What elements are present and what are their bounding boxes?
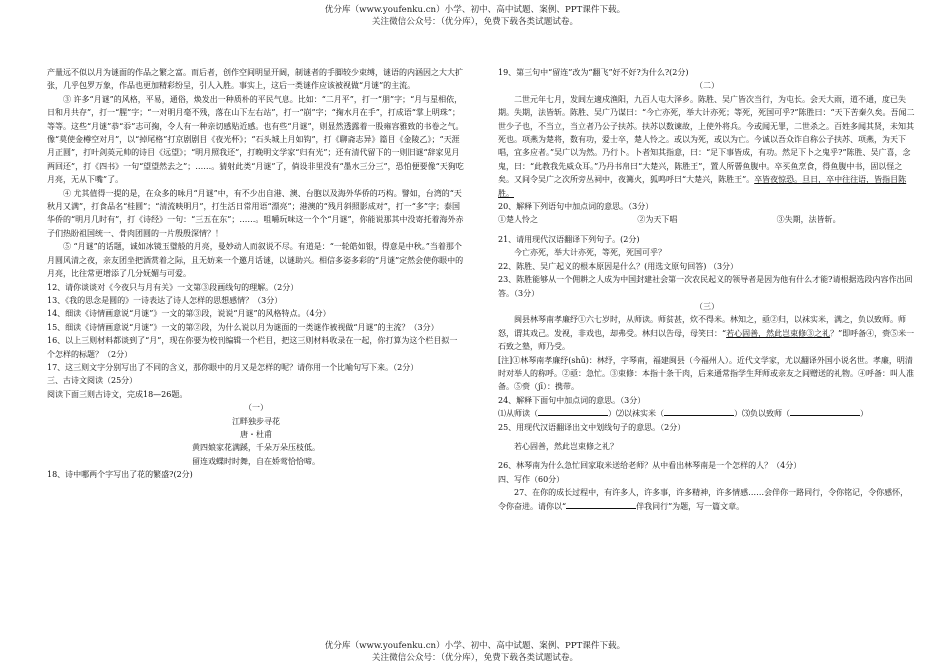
footer-line-2: 关注微信公众号：（优分库），免费下载各类试题试卷。 [371, 653, 579, 663]
question-13: 13、《我的思念是圆的》一诗表达了诗人怎样的思想感情？（3分） [47, 295, 283, 305]
question-24-items [498, 407, 916, 420]
annotation-note: [注]①林琴南孝廉纾(shū)：林纾，字琴南，福建闽县（今福州人）。近代文学家，尤以翻译外国小说名世。孝廉，明清时对举人的称呼。②亟：急忙。③束修：本指十条干肉，后来通常指学生拜师或亲友之间赠送的礼物。④呼备：叫人准备。⑤赍（jī）：携带。 [498, 355, 914, 392]
question-24-close: ） [860, 409, 868, 419]
passage-2-text: 二世元年七月，发闾左適戍渔阳，九百人屯大泽乡。陈胜、吴广皆次当行，为屯长。会天大雨，道不通，度已失期。失期，法皆斩。陈胜、吴广乃谋曰：“今亡亦死，举大计亦死；等死，死国可乎?”陈胜曰：“天下苦秦久矣。吾闻二世少子也，不当立，当立者乃公子扶苏。扶苏以数谏故，上使外将兵。今或闻无罪，二世杀之。百姓多闻其贤，未知其死也。项燕为楚将，数有功，爱士卒，楚人怜之。或以为死，或以为亡。今诚以吾众诈自称公子扶苏、项燕，为天下唱，宜多应者。”吴广以为然。乃行卜。卜者知其指意，曰：“足下事皆成，有功。然足下卜之鬼乎?”陈胜、吴广喜，念鬼，曰：“此教我先威众耳。”乃丹书帛曰“大楚兴，陈胜王”，置人所罾鱼腹中。卒买鱼烹食，得鱼腹中书，固以怪之矣。又间令吴广之次所旁丛祠中，夜篝火，狐鸣呼曰“大楚兴，陈胜王”。 [498, 94, 915, 185]
passage-3-text: 闽县林琴南孝廉纾①六七岁时，从师读。师贫甚，炊不得米。林知之，亟②归，以袜实米，满之，负以致师。师怒，谓其戏己。发视，非戏也，却弗受。林归以告母，母笑曰：“ [498, 315, 906, 338]
question-24-item: ）⑵以袜实米（ [608, 409, 664, 419]
header-line-1: 优分库（www.youfenku.cn）小学、初中、高中试题、案例、PPT课件下载。 [324, 5, 626, 15]
question-18: 18、诗中哪两个字写出了花的繁盛?(2分) [47, 470, 193, 480]
poem-line: 黄四娘家花满蹊，千朵万朵压枝低。 [192, 443, 320, 453]
passage-paragraph: ③ 许多“月谜”的风格，平易，通俗，焕发出一种质朴的平民气息。比如：“二月平”，打一“朋”字；“月与星相依，日和月共存”，打一“腥”字；“一对明月毫不残，落在山下左右站”，打一“崩”字；“掬水月在手”，打成语“掌上明珠”；等等。这些“月谜”恭“忝”志可掬，令人有一种亲切感贴近感。也有些“月谜”，则显然透露着一股雍容雅致的书卷之气。像“莫使金樽空对月”，以“掉尾格”打京剧剧目《夜光杯》；“石头城上月如钩”，打《聊斋志异》篇目《金陵乙》；“天涯月正圆”，打叶剑英元帅的诗目《远望》；“明月照我还”，打晚明文学家“归有光”；还有清代留下的一则旧谜“辞家见月两回还”，打《四书》一句“望望然去之”；……。猜射此类“月谜”了，倘设非里没有“墨水三分三”，恐怕便要像“天狗吃月亮，无从下嘴”了。 [47, 94, 464, 185]
passage-3-end: ？”即呼备④，赍⑤米一石致之塾，师乃受。 [498, 328, 915, 352]
part-3-label: （三） [695, 301, 719, 311]
passage-paragraph: ⑤ “月谜”的话题，诚如冰镜玉璧般的月亮，曼妙动人而叙说不尽。有道是：“一轮皓如银，得意是中秋。”当着那个月圆风清之夜，亲友团坐把酒赏着之际，且无妨来一个邀月话谜，以谜助兴。相信多姿多彩的“月谜”定然会使你眼中的月亮，比往常更增添了几分妩媚与可爱。 [47, 242, 464, 279]
question-23: 23、陈胜能够从一个佣耕之人成为中国封建社会第一次农民起义的领导者是因为他有什么才能?请根据选段内容作出回答。（3分） [498, 275, 913, 298]
question-24-item: ⑴从师读（ [498, 409, 538, 419]
passage-2 [498, 93, 916, 200]
question-20: 20、解释下列语句中加点词的意思。（3分） [498, 202, 654, 212]
passage-paragraph: ④ 尤其值得一提的是，在众多的咏月“月谜”中，有不少出自港、澳、台胞以及海外华侨的巧构。譬如，台湾的“天秋月又满”，打食品名“桂圆”；“清流映明月”，打生活日常用语“漂亮”；港澳的“残月斜照影成对”，打一“多”字；泰国华侨的“明月几时有”，打《诗经》一句：“三五在东”；……。咀嚼玩味这一个个“月谜”，你能说那其中没寄托着海外赤子们热盼祖国统一、骨肉团圆的一片殷殷深情？！ [47, 188, 464, 238]
question-24-item: ）⑶负以致师（ [734, 409, 790, 419]
question-20-items [498, 213, 916, 226]
question-22: 22、陈胜、吴广起义的根本原因是什么？(用选文原句回答) （3分） [498, 261, 739, 271]
poem-author: 唐・杜甫 [240, 429, 272, 439]
page-footer [0, 640, 950, 664]
question-25: 25、用现代汉语翻译出文中划线句子的意思。（2分） [498, 422, 686, 432]
header-line-2: 关注微信公众号：（优分库），免费下载各类试题试卷。 [371, 17, 579, 27]
question-19: 19、第三句中“留连”改为“翻飞”好不好?为什么?(2分) [498, 68, 689, 77]
part-1-label: （一） [244, 403, 268, 413]
poem-title: 江畔独步寻花 [232, 416, 280, 426]
answer-blank[interactable] [538, 415, 608, 416]
question-20-item: ①楚人怜之 [498, 215, 538, 225]
answer-blank[interactable] [664, 415, 734, 416]
question-16: 16、以上三则材料都谈到了“月”，现在你要为校刊编辑一个栏目，把这三则材料收录在一起，你打算为这个栏目拟一个怎样的标题？（2分） [47, 336, 458, 359]
question-12: 12、请你谈谈对《今夜只与月有关》一文第③段画线句的理解。（2分） [47, 282, 299, 292]
question-21: 21、请用现代汉语翻译下列句子。(2分) [498, 234, 640, 244]
right-column [498, 66, 916, 513]
question-20-item: ③失期，法皆斩。 [776, 215, 841, 225]
question-14: 14、细读《诗情画意说“月谜”》一文的第③段，说说“月谜”的风格特点。（4分） [47, 309, 331, 319]
section-3-heading: 三、古诗文阅读（25分） [47, 376, 138, 386]
section-3-intro: 阅读下面三则古诗文，完成18—26题。 [47, 389, 188, 399]
question-17: 17、这三则文字分别写出了不同的含义，那你眼中的月又是怎样的呢？请你用一个比喻句写下来。（2分） [47, 362, 419, 372]
part-2-label: （二） [695, 81, 719, 91]
title-blank[interactable] [566, 508, 636, 509]
question-24: 24、解释下面句中加点词的意思。（3分） [498, 395, 646, 405]
passage-3-underlined: 若心固善，然此岂束修③之礼 [726, 328, 831, 338]
page-header [0, 4, 950, 28]
poem-line: 留连戏蝶时时舞，自在娇莺恰恰啼。 [192, 456, 320, 466]
passage-3 [498, 313, 916, 353]
footer-line-1: 优分库（www.youfenku.cn）小学、初中、高中试题、案例、PPT课件下载。 [324, 641, 626, 651]
question-27-prefix: 27、在你的成长过程中，有许多人，许多事，许多精神，许多情感……会伴你一路同行，令你铭记，令你感怀，令你奋进。请你以“ [498, 488, 909, 511]
passage-2-underlined: 卒皆夜惊恐。旦日，卒中往往语，皆指目陈胜。 [498, 175, 907, 198]
passage-paragraph: 产量远不似以月为谜面的作品之繁之富。而后者，创作空间明显开阔，制谜者的手脚较少束缚，谜语的内涵因之大大扩张，几乎包罗万象，作品也更加精彩纷呈，引人入胜。事实上，这后一类谜作应该被视做“月谜”的主流。 [47, 68, 463, 91]
question-27-suffix: 伴我同行”为题，写一篇文章。 [636, 501, 745, 511]
left-column [47, 66, 465, 482]
question-15: 15、细读《诗情画意说“月谜”》一文的第②段，为什么说以月为谜面的一类谜作被视做“月谜”的主流？（3分） [47, 322, 439, 332]
question-20-item: ②为天下唱 [637, 215, 678, 225]
question-26: 26、林琴南为什么急忙回家取米送给老师？从中看出林琴南是一个怎样的人？（4分） [498, 461, 802, 471]
answer-blank[interactable] [790, 415, 860, 416]
question-27 [498, 486, 916, 513]
question-21-sentence: 今亡亦死，举大计亦死，等死，死国可乎？ [514, 248, 666, 258]
section-4-heading: 四、写作（60分） [498, 474, 565, 484]
question-25-sentence: 若心固善，然此岂束修之礼？ [514, 441, 618, 451]
